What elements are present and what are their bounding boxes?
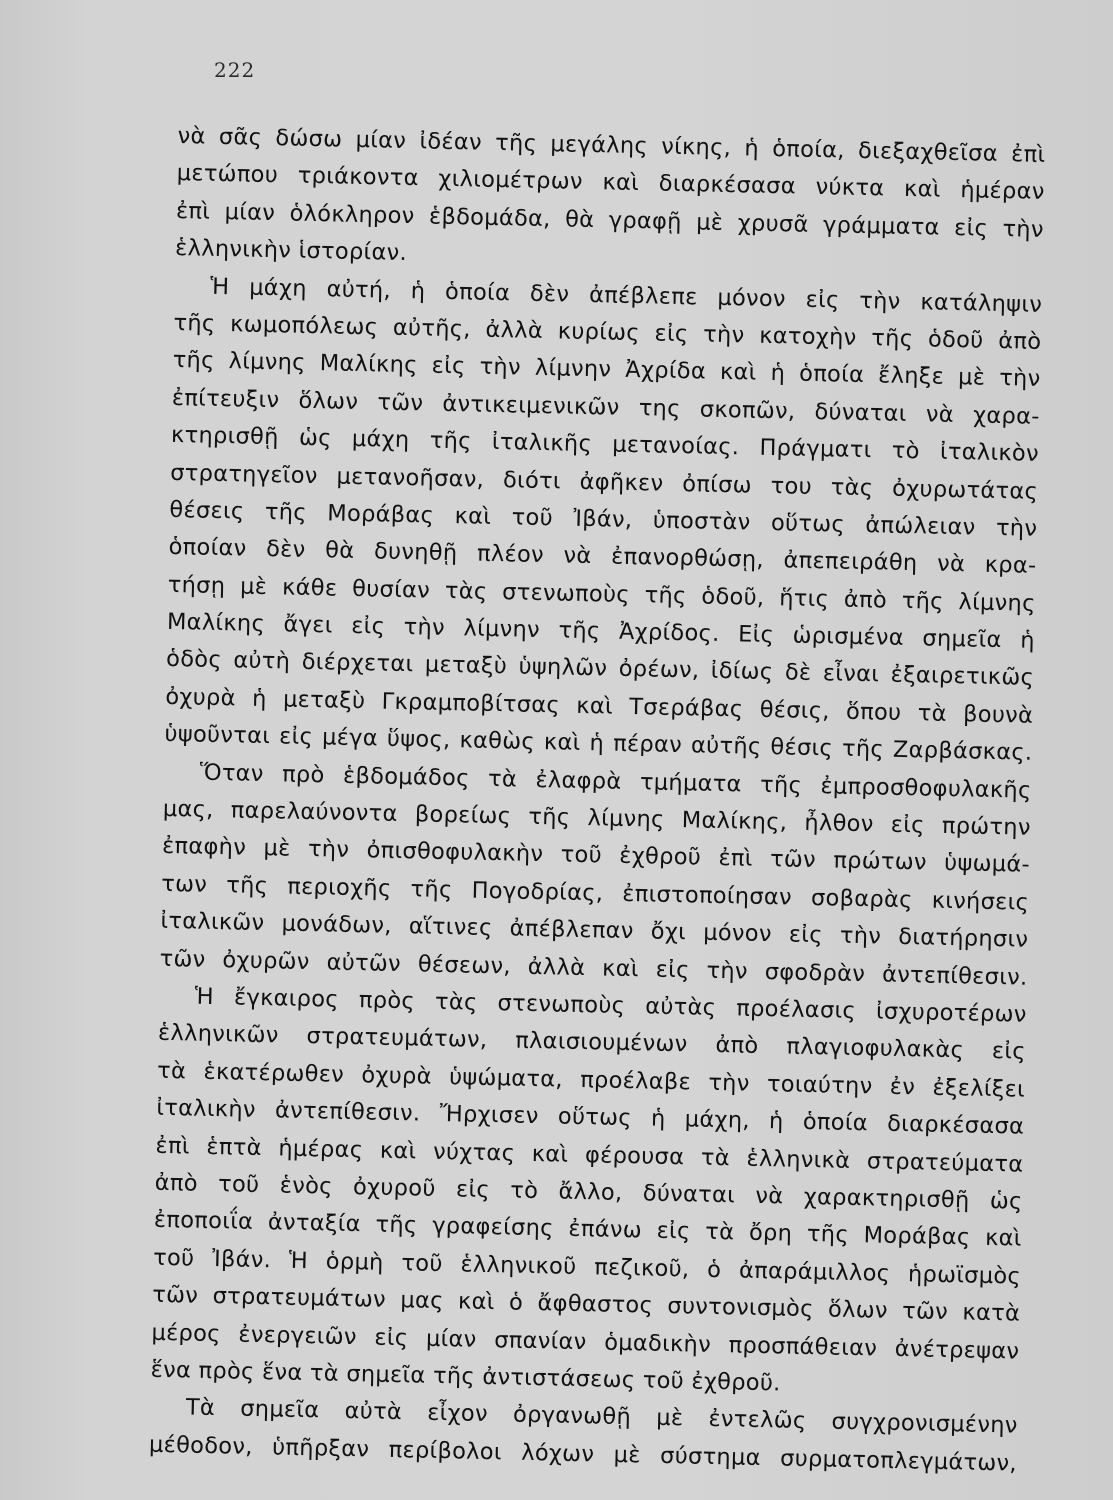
text-line: ἐπὶ μίαν ὁλόκληρον ἑβδομάδα, θὰ γραφῇ μὲ χρυσᾶ γράμματα εἰς τὴν	[175, 197, 1045, 243]
text-line: Τὰ σημεῖα αὐτὰ εἶχον ὀργανωθῇ μὲ ἐντελῶς συγχρονισμένην	[185, 1394, 1018, 1439]
text-line: ἕνα πρὸς ἕνα τὰ σημεῖα τῆς ἀντιστάσεως τοῦ ἐχθροῦ.	[150, 1356, 781, 1397]
text-line: ἐπὶ ἑπτὰ ἡμέρας καὶ νύχτας καὶ φέρουσα τὰ ἑλληνικὰ στρατεύματα	[155, 1132, 1024, 1178]
text-line: ἐπίτευξιν ὅλων τῶν ἀντικειμενικῶν της σκοπῶν, δύναται νὰ χαρα-	[171, 384, 1040, 430]
text-line: ἀπὸ τοῦ ἑνὸς ὀχυροῦ εἰς τὸ ἄλλο, δύναται νὰ χαρακτηρισθῇ ὡς	[154, 1169, 1023, 1215]
text-line: μας, παρελαύνοντα βορείως τῆς λίμνης Μαλίκης, ἦλθον εἰς πρώτην	[162, 795, 1032, 841]
text-line: ἰταλικῶν μονάδων, αἵτινες ἀπέβλεπαν ὄχι μόνον εἰς τὴν διατήρησιν	[160, 908, 1029, 953]
text-line: στρατηγεῖον μετανοῆσαν, διότι ἀφῆκεν ὀπίσω του τὰς ὀχυρωτάτας	[169, 459, 1039, 505]
text-line: τῶν στρατευμάτων μας καὶ ὁ ἄφθαστος συντονισμὸς ὅλων τῶν κατὰ	[152, 1281, 1021, 1327]
text-line: τοῦ Ἰβάν. Ἡ ὁρμὴ τοῦ ἑλληνικοῦ πεζικοῦ, ὁ ἀπαράμιλλος ἡρωϊσμὸς	[152, 1244, 1022, 1290]
text-line: τῆς κωμοπόλεως αὐτῆς, ἀλλὰ κυρίως εἰς τὴν κατοχὴν τῆς ὁδοῦ ἀπὸ	[173, 309, 1042, 355]
text-line: ἐποποιΐα ἀνταξία τῆς γραφείσης ἐπάνω εἰς τὰ ὄρη τῆς Μοράβας καὶ	[153, 1207, 1023, 1252]
text-line: κτηρισθῇ ὡς μάχη τῆς ἰταλικῆς μετανοίας. Πράγματι τὸ ἰταλικὸν	[170, 422, 1040, 467]
text-line: των τῆς περιοχῆς τῆς Πογοδρίας, ἐπιστοποίησαν σοβαρὰς κινήσεις	[161, 870, 1030, 916]
text-line: μέρος ἐνεργειῶν εἰς μίαν σπανίαν ὁμαδικὴν προσπάθειαν ἀνέτρεψαν	[151, 1319, 1020, 1365]
text-line: Ἡ ἔγκαιρος πρὸς τὰς στενωποὺς αὐτὰς προέλασις ἰσχυροτέρων	[194, 983, 1027, 1028]
text-line: τῶν ὀχυρῶν αὐτῶν θέσεων, ἀλλὰ καὶ εἰς τὴν σφοδρὰν ἀντεπίθεσιν.	[159, 945, 1028, 991]
text-line: ἰταλικὴν ἀντεπίθεσιν. Ἤρχισεν οὕτως ἡ μάχη, ἡ ὁποία διαρκέσασα	[156, 1094, 1025, 1140]
text-line: ὑψοῦνται εἰς μέγα ὕψος, καθὼς καὶ ἡ πέραν αὐτῆς θέσις τῆς Ζαρβάσκας.	[164, 721, 1033, 767]
text-line: μετώπου τριάκοντα χιλιομέτρων καὶ διαρκέσασα νύκτα καὶ ἡμέραν	[176, 160, 1045, 206]
text-line: Ὅταν πρὸ ἑβδομάδος τὰ ἐλαφρὰ τμήματα τῆς ἐμπροσθοφυλακῆς	[199, 759, 1032, 804]
body-text	[149, 118, 1046, 1483]
text-line: τήσῃ μὲ κάθε θυσίαν τὰς στενωποὺς τῆς ὁδοῦ, ἥτις ἀπὸ τῆς λίμνης	[167, 571, 1036, 617]
text-line: ἐπαφὴν μὲ τὴν ὀπισθοφυλακὴν τοῦ ἐχθροῦ ἐπὶ τῶν πρώτων ὑψωμά-	[161, 833, 1031, 879]
page-number: 222	[214, 58, 256, 82]
text-line: ὀχυρὰ ἡ μεταξὺ Γκραμποβίτσας καὶ Τσεράβας θέσις, ὅπου τὰ βουνὰ	[165, 683, 1034, 729]
text-line: Ἡ μάχη αὐτή, ἡ ὁποία δὲν ἀπέβλεπε μόνον εἰς τὴν κατάληψιν	[210, 273, 1043, 318]
text-line: τῆς λίμνης Μαλίκης εἰς τὴν λίμνην Ἀχρίδα καὶ ἡ ὁποία ἔληξε μὲ τὴν	[172, 347, 1041, 393]
text-line: νὰ σᾶς δώσω μίαν ἰδέαν τῆς μεγάλης νίκης, ἡ ὁποία, διεξαχθεῖσα ἐπὶ	[177, 122, 1046, 168]
text-line: ὁποίαν δὲν θὰ δυνηθῇ πλέον νὰ ἐπανορθώσῃ, ἀπεπειράθη νὰ κρα-	[168, 534, 1037, 580]
text-line: θέσεις τῆς Μοράβας καὶ τοῦ Ἰβάν, ὑποστὰν οὕτως ἀπώλειαν τὴν	[169, 496, 1038, 542]
text-line: ἑλληνικῶν στρατευμάτων, πλαισιουμένων ἀπὸ πλαγιοφυλακὰς εἰς	[157, 1020, 1027, 1066]
text-line: ὁδὸς αὐτὴ διέρχεται μεταξὺ ὑψηλῶν ὀρέων, ἰδίως δὲ εἶναι ἐξαιρετικῶς	[165, 646, 1035, 692]
text-line: ἑλληνικὴν ἱστορίαν.	[174, 235, 408, 267]
text-line: τὰ ἑκατέρωθεν ὀχυρὰ ὑψώματα, προέλαβε τὴν τοιαύτην ἐν ἐξελίξει	[156, 1057, 1026, 1103]
text-line: μέθοδον, ὑπῆρξαν περίβολοι λόχων μὲ σύστημα συρματοπλεγμάτων,	[148, 1431, 1018, 1477]
text-line: Μαλίκης ἄγει εἰς τὴν λίμνην τῆς Ἀχρίδος. Εἰς ὡρισμένα σημεῖα ἡ	[166, 608, 1036, 654]
